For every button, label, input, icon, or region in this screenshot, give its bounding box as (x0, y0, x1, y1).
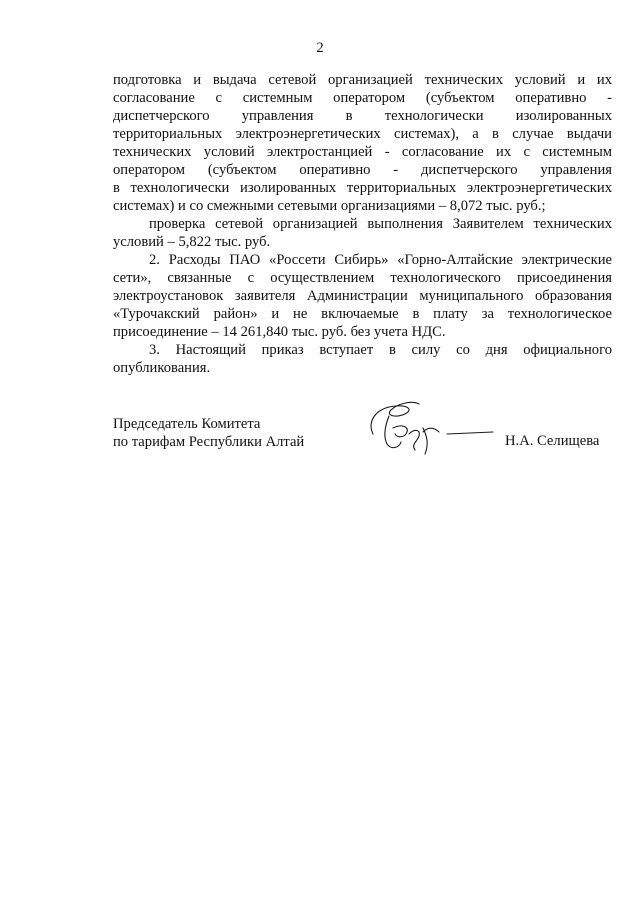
body-line: сети», связанные с осуществлением технологического присоединения (113, 270, 612, 286)
body-line: территориальных электроэнергетических системах), а в случае выдачи (113, 126, 612, 142)
body-line: оператором (субъектом оперативно - диспетчерского управления (113, 162, 612, 178)
body-line: опубликования. (113, 360, 211, 376)
signatory-title-line-2: по тарифам Республики Алтай (113, 434, 305, 450)
body-line: электроустановок заявителя Администрации муниципального образования (113, 288, 612, 304)
body-line: технических условий электростанцией - согласование их с системным (113, 144, 612, 160)
page-number: 2 (316, 40, 324, 56)
body-line: диспетчерского управления в технологически изолированных (113, 108, 612, 124)
body-line: «Турочакский район» и не включаемые в плату за технологическое (113, 306, 612, 322)
body-line: присоединение – 14 261,840 тыс. руб. без учета НДС. (113, 324, 446, 340)
body-line: подготовка и выдача сетевой организацией технических условий и их (113, 72, 612, 88)
signatory-name: Н.А. Селищева (505, 433, 600, 449)
body-line: в технологически изолированных территориальных электроэнергетических (113, 180, 612, 196)
signatory-title-line-1: Председатель Комитета (113, 416, 261, 432)
body-line: системах) и со смежными сетевыми организациями – 8,072 тыс. руб.; (113, 198, 546, 214)
body-line: согласование с системным оператором (субъектом оперативно - (113, 90, 612, 106)
handwritten-signature (365, 398, 505, 458)
body-line: условий – 5,822 тыс. руб. (113, 234, 271, 250)
body-line: проверка сетевой организацией выполнения Заявителем технических (149, 216, 612, 232)
body-line: 3. Настоящий приказ вступает в силу со дня официального (149, 342, 612, 358)
body-line: 2. Расходы ПАО «Россети Сибирь» «Горно-Алтайские электрические (149, 252, 612, 268)
